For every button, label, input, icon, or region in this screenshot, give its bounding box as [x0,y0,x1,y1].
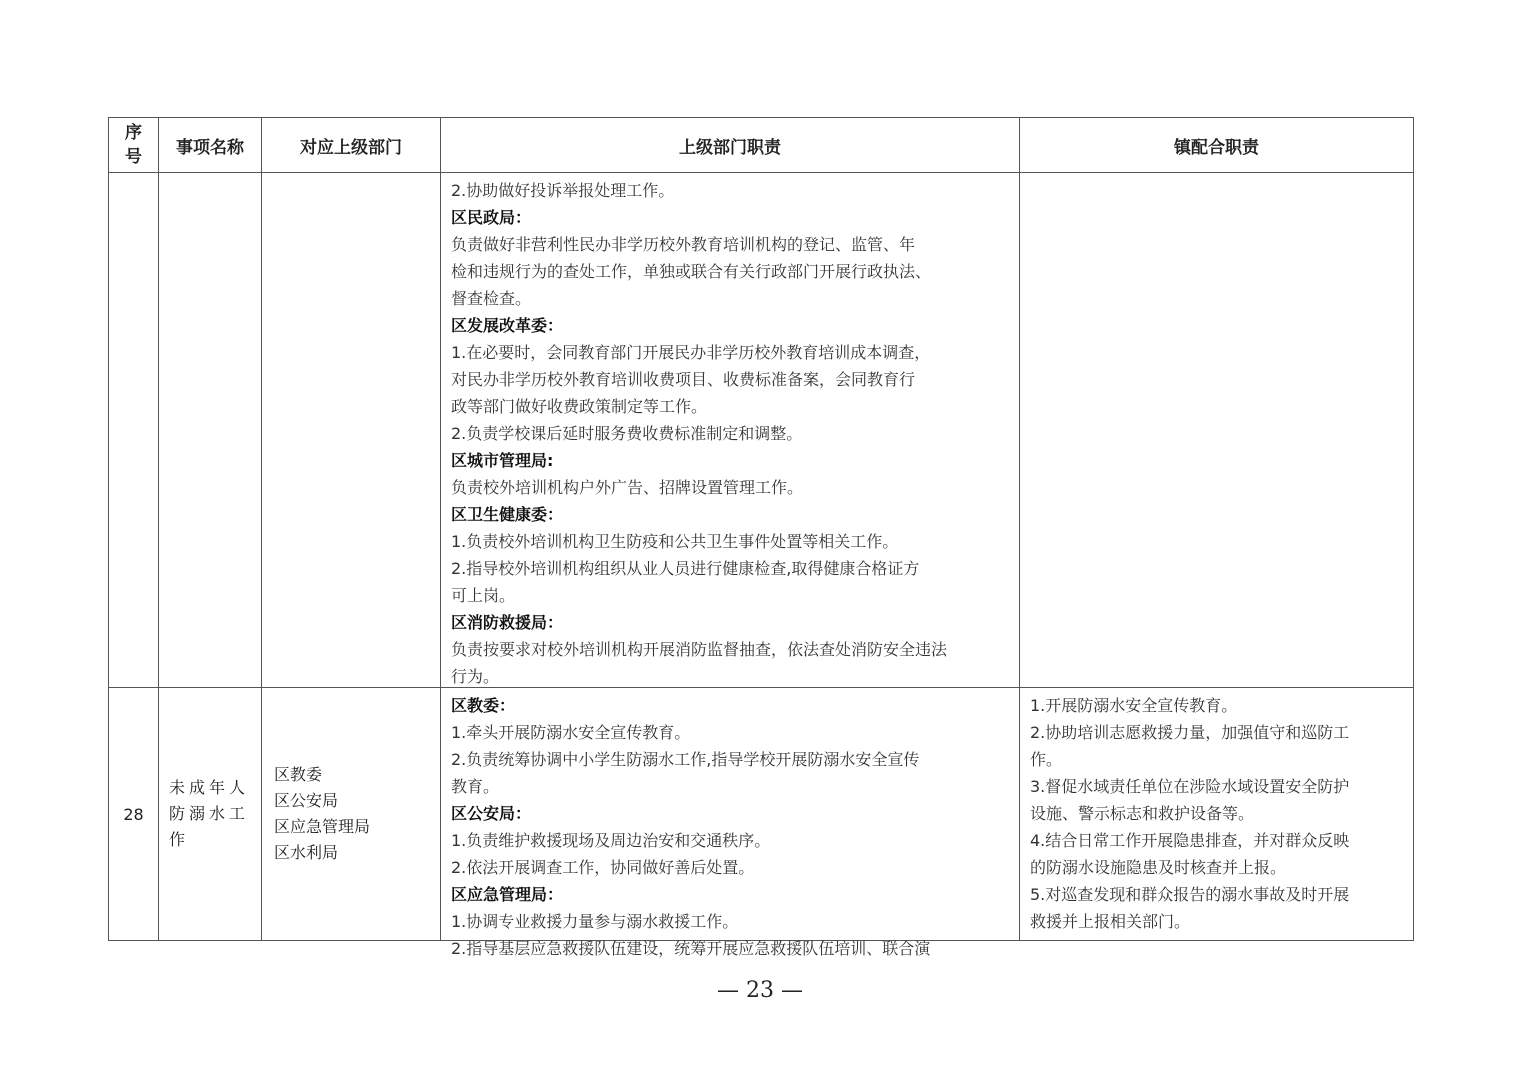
row-town-duties [1020,688,1414,941]
table-header-row [109,118,1414,173]
duty-line: 2.指导校外培训机构组织从业人员进行健康检查,取得健康合格证方 [451,559,920,578]
table-row [109,688,1414,941]
row-superior-duties [441,173,1020,688]
page-number: — 23 — [717,978,803,1003]
duty-line: 1.负责校外培训机构卫生防疫和公共卫生事件处置等相关工作。 [451,532,899,551]
row-superior-duties [441,688,1020,958]
duty-line: 负责校外培训机构户外广告、招牌设置管理工作。 [451,478,804,497]
duty-dept-heading: 区消防救援局： [451,613,564,632]
department-item: 区教委 [274,765,323,784]
duty-line: 2.协助做好投诉举报处理工作。 [451,181,675,200]
duty-line: 教育。 [451,777,500,796]
row-town-duties [1020,173,1414,688]
duty-line: 负责做好非营利性民办非学历校外教育培训机构的登记、监管、年 [451,235,916,254]
town-duty-line: 5.对巡查发现和群众报告的溺水事故及时开展 [1030,885,1350,904]
town-duty-line: 的防溺水设施隐患及时核查并上报。 [1030,858,1287,877]
town-duty-line: 救援并上报相关部门。 [1030,912,1191,931]
town-duty-line: 3.督促水域责任单位在涉险水域设置安全防护 [1030,777,1350,796]
row-departments [262,688,441,941]
duty-line: 对民办非学历校外教育培训收费项目、收费标准备案，会同教育行 [451,370,916,389]
town-duty-line: 作。 [1030,750,1063,769]
duty-line: 2.指导基层应急救援队伍建设，统筹开展应急救援队伍培训、联合演 [451,939,931,958]
duty-dept-heading: 区民政局： [451,208,532,227]
header-seq: 序 号 [109,118,159,173]
header-superior-dept: 对应上级部门 [262,118,441,173]
header-item-name: 事项名称 [159,118,262,173]
header-town-duties: 镇配合职责 [1020,118,1414,173]
row-departments [262,173,441,688]
row-item-name [159,688,262,941]
duty-line: 行为。 [451,667,500,686]
town-duty-line: 1.开展防溺水安全宣传教育。 [1030,696,1238,715]
duty-line: 检和违规行为的查处工作，单独或联合有关行政部门开展行政执法、 [451,262,932,281]
duty-dept-heading: 区教委： [451,696,516,715]
duty-line: 1.牵头开展防溺水安全宣传教育。 [451,723,691,742]
header-superior-duties: 上级部门职责 [441,118,1020,173]
duty-dept-heading: 区城市管理局: [451,451,554,470]
item-name-line: 作 [169,830,190,849]
duty-dept-heading: 区卫生健康委： [451,505,564,524]
department-item: 区应急管理局 [274,817,371,836]
item-name-line: 防溺水工 [169,804,250,823]
duty-line: 督查检查。 [451,289,532,308]
table-row [109,173,1414,688]
duty-line: 负责按要求对校外培训机构开展消防监督抽查，依法查处消防安全违法 [451,640,948,659]
duty-dept-heading: 区公安局： [451,804,532,823]
duty-table [108,117,1414,958]
item-name-line: 未成年人 [169,778,250,797]
row-number: 28 [109,688,159,941]
row-item-name [159,173,262,688]
row-number [109,173,159,688]
town-duty-line: 4.结合日常工作开展隐患排查，并对群众反映 [1030,831,1350,850]
duty-line: 政等部门做好收费政策制定等工作。 [451,397,708,416]
town-duty-line: 设施、警示标志和救护设备等。 [1030,804,1255,823]
duty-line: 2.依法开展调查工作，协同做好善后处置。 [451,858,755,877]
duty-line: 1.协调专业救援力量参与溺水救援工作。 [451,912,739,931]
department-item: 区水利局 [274,843,339,862]
duty-line: 可上岗。 [451,586,516,605]
department-item: 区公安局 [274,791,339,810]
duty-table-sheet [108,117,1413,958]
town-duty-line: 2.协助培训志愿救援力量，加强值守和巡防工 [1030,723,1350,742]
duty-line: 2.负责统筹协调中小学生防溺水工作,指导学校开展防溺水安全宣传 [451,750,920,769]
duty-line: 2.负责学校课后延时服务费收费标准制定和调整。 [451,424,803,443]
duty-dept-heading: 区发展改革委： [451,316,564,335]
duty-line: 1.在必要时，会同教育部门开展民办非学历校外教育培训成本调查， [451,343,931,362]
duty-dept-heading: 区应急管理局： [451,885,564,904]
duty-line: 1.负责维护救援现场及周边治安和交通秩序。 [451,831,771,850]
